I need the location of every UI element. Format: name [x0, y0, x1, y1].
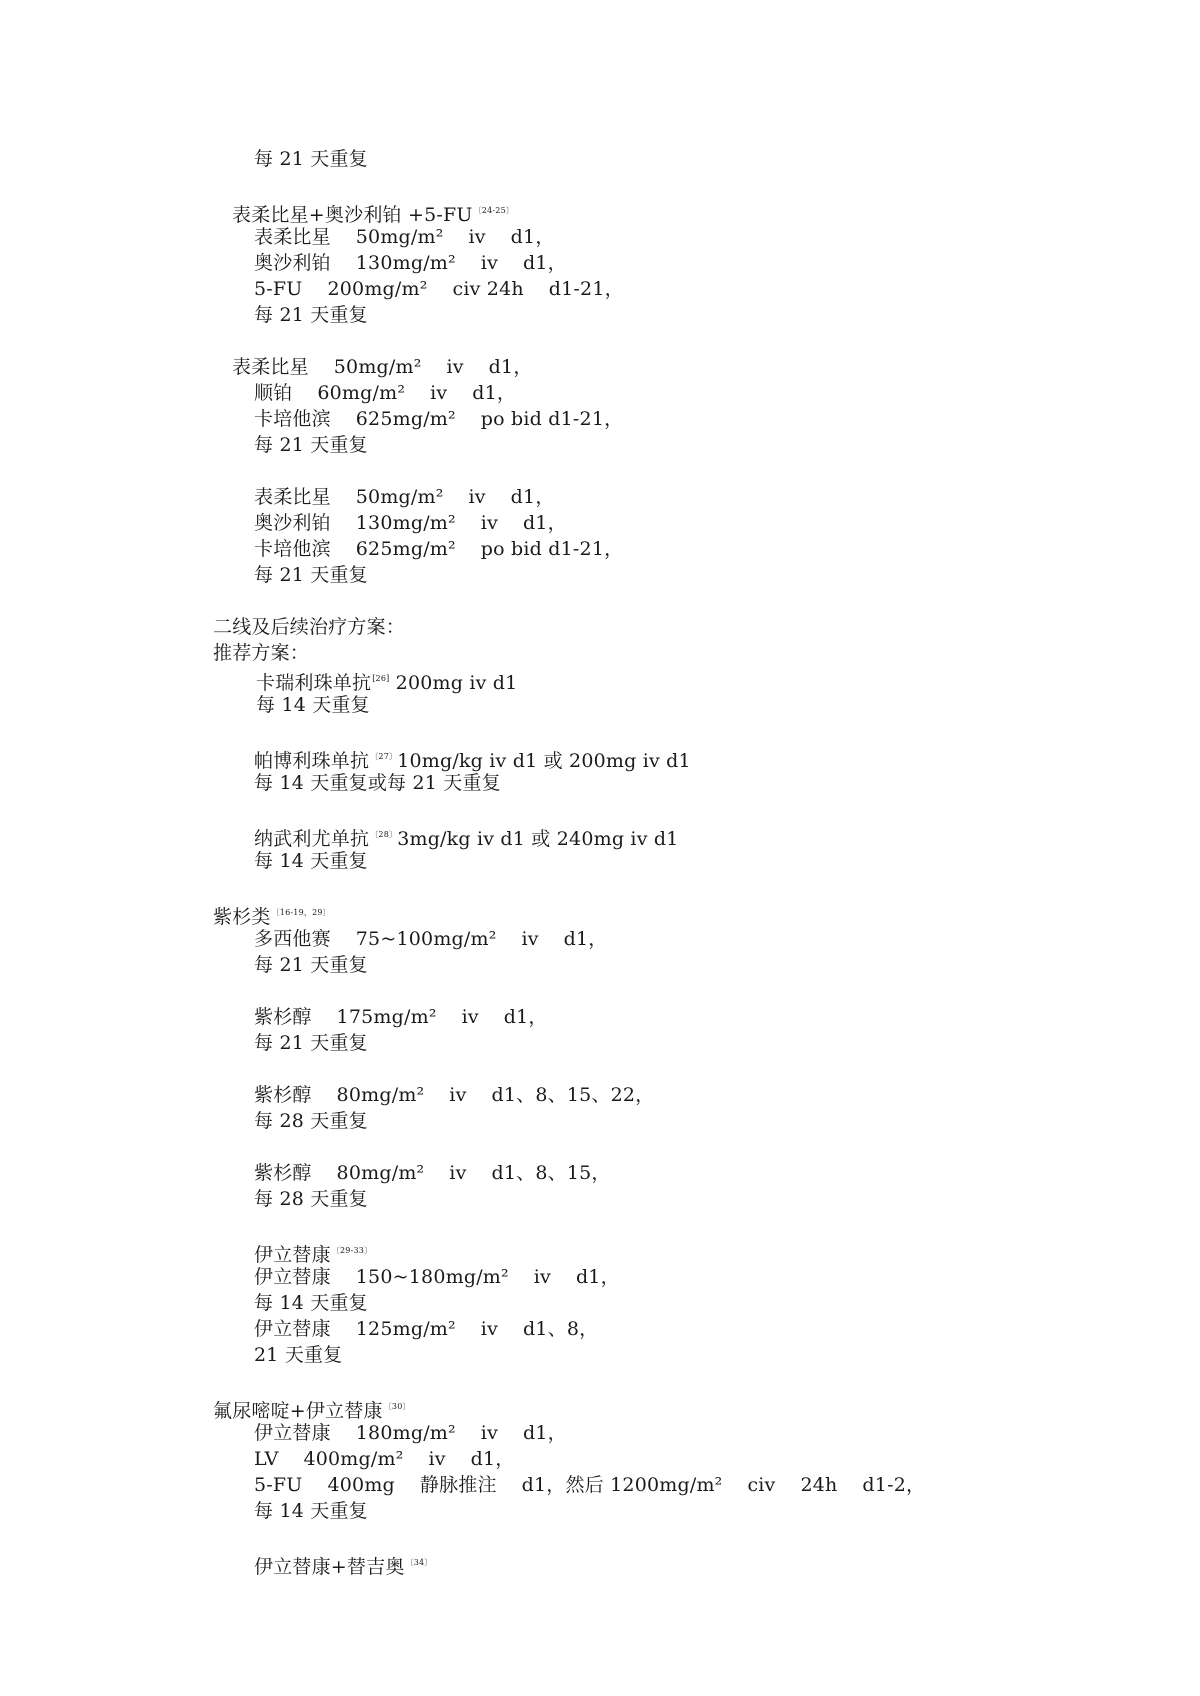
citation-ref: 〔34〕 — [405, 1558, 433, 1567]
text-line: 每 21 天重复 — [254, 304, 368, 326]
regimen-heading: 伊立替康$^{〔29-33〕}$ — [254, 1244, 373, 1266]
citation-ref: 〔16-19，29〕 — [271, 908, 331, 917]
text-line: 卡培他滨 625mg/m² po bid d1-21， — [254, 408, 624, 430]
text-line: 帕博利珠单抗$^{〔27〕}$10mg/kg iv d1 或 200mg iv d1 — [254, 750, 691, 772]
text-line: 伊立替康 180mg/m² iv d1， — [254, 1422, 567, 1444]
text-line: 表柔比星 50mg/m² iv d1， — [254, 226, 555, 248]
text-line: 每 21 天重复 — [254, 148, 368, 170]
citation-ref: [26] — [372, 674, 390, 683]
text-line: 每 21 天重复 — [254, 954, 368, 976]
text-line: 每 28 天重复 — [254, 1110, 368, 1132]
text-line: 奥沙利铂 130mg/m² iv d1， — [254, 252, 567, 274]
text-line: 纳武利尤单抗$^{〔28〕}$3mg/kg iv d1 或 240mg iv d1 — [254, 828, 679, 850]
regimen-heading: 氟尿嘧啶+伊立替康$^{〔30〕}$ — [213, 1400, 411, 1422]
text-line: 5-FU 400mg 静脉推注 d1，然后 1200mg/m² civ 24h d1-2， — [254, 1474, 926, 1496]
text-line: 奥沙利铂 130mg/m² iv d1， — [254, 512, 567, 534]
citation-ref: 〔27〕 — [370, 752, 398, 761]
text-line: 5-FU 200mg/m² civ 24h d1-21， — [254, 278, 624, 300]
text-line: 表柔比星 50mg/m² iv d1， — [232, 356, 533, 378]
citation-ref: 〔24-25〕 — [473, 206, 515, 215]
regimen-heading: 表柔比星+奥沙利铂 $+5-FU^{〔24-25〕}$ — [232, 204, 515, 226]
citation-ref: 〔29-33〕 — [331, 1246, 373, 1255]
text-line: 多西他赛 75~100mg/m² iv d1， — [254, 928, 608, 950]
text-line: 21 天重复 — [254, 1344, 343, 1366]
regimen-heading: 伊立替康+替吉奥$^{〔34〕}$ — [254, 1556, 433, 1578]
text-line: 每 21 天重复 — [254, 1032, 368, 1054]
text-line: 紫杉醇 80mg/m² iv d1、8、15、22， — [254, 1084, 655, 1106]
text-line: 紫杉醇 175mg/m² iv d1， — [254, 1006, 548, 1028]
text-line: 卡培他滨 625mg/m² po bid d1-21， — [254, 538, 624, 560]
text-line: 卡瑞利珠单抗[26] 200mg iv d1 — [256, 672, 518, 694]
text-line: 表柔比星 50mg/m² iv d1， — [254, 486, 555, 508]
section-heading: 推荐方案： — [213, 642, 310, 664]
text-line: LV 400mg/m² iv d1， — [254, 1448, 515, 1470]
text-line: 伊立替康 125mg/m² iv d1、8， — [254, 1318, 599, 1340]
section-heading: 二线及后续治疗方案： — [213, 616, 406, 638]
text-line: 每 14 天重复 — [254, 1292, 368, 1314]
text-line: 每 14 天重复或每 21 天重复 — [254, 772, 501, 794]
regimen-heading: 紫杉类$^{〔16-19,29〕}$ — [213, 906, 331, 928]
text-line: 每 28 天重复 — [254, 1188, 368, 1210]
text-line: 每 14 天重复 — [256, 694, 370, 716]
citation-ref: 〔28〕 — [370, 830, 398, 839]
text-line: 每 14 天重复 — [254, 850, 368, 872]
text-line: 紫杉醇 80mg/m² iv d1、8、15， — [254, 1162, 611, 1184]
text-line: 每 14 天重复 — [254, 1500, 368, 1522]
text-line: 每 21 天重复 — [254, 434, 368, 456]
text-line: 每 21 天重复 — [254, 564, 368, 586]
text-line: 伊立替康 150~180mg/m² iv d1， — [254, 1266, 620, 1288]
text-line: 顺铂 60mg/m² iv d1， — [254, 382, 517, 404]
citation-ref: 〔30〕 — [383, 1402, 411, 1411]
